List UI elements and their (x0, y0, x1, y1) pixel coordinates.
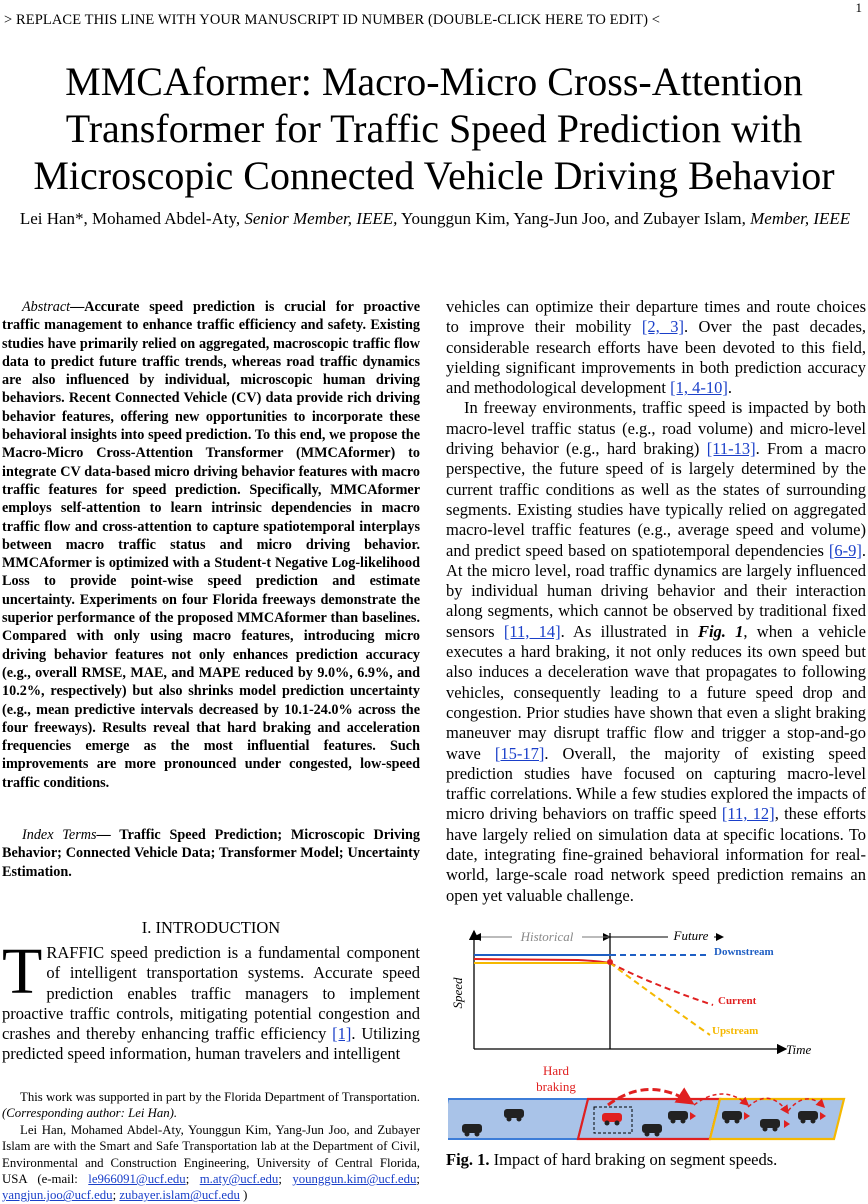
separator: ; (416, 1172, 420, 1187)
paragraph: In freeway environments, traffic speed is impacted by both macro-level traffic status (e.g., road volume) and micro-level driving behavior (e.g., hard braking) [11-13]. From a macro perspective, the future speed of is largely determined by the current traffic conditions as well as the states of surrounding segments. Existing studies have typically relied on aggregated macro-level traffic features (e.g., average speed and volume) and predict speed based on spatiotemporal dependencies [6-9]. At the micro level, road traffic dynamics are largely influenced by individual human driving behavior and their interaction along segments, which cannot be observed by traditional fixed sensors [11, 14]. As illustrated in Fig. 1, when a vehicle executes a hard braking, it not only reduces its own speed but also induces a deceleration wave that propagates to following vehicles, consequently leading to a future speed drop and congestion. Prior studies have shown that even a slight braking maneuver may disrupt traffic flow and trigger a stop-and-go wave [15-17]. Overall, the majority of existing speed prediction studies have focused on capturing macro-level traffic correlations. While a few studies explored the impacts of micro driving behaviors on traffic speed [11, 12], these efforts have largely relied on simulation data at specific locations. To date, integrating fine-grained behavioral information for real-world, large-scale road network speed prediction remains an open yet valuable challenge. (446, 398, 866, 905)
citation-link[interactable]: [1, 4-10] (670, 378, 728, 398)
caption-label: Fig. 1. (446, 1150, 490, 1169)
abstract-text: —Accurate speed prediction is crucial for proactive traffic management to enhance traffic efficiency and safety. Existing studies have primarily relied on aggregated, macroscopic traffic flow data to predict future traffic trends, whereas road traffic dynamics are also influenced by individual, microscopic human driving behaviors. Recent Connected Vehicle (CV) data provide rich driving behavior features, offering new opportunities to incorporate these behavioral insights into speed prediction. To this end, we propose the Macro-Micro Cross-Attention Transformer (MMCAformer) to integrate CV data-based micro driving behavior features with macro traffic features for speed prediction. Specifically, MMCAformer employs self-attention to learn intrinsic dependencies in macro traffic flow and cross-attention to capture spatiotemporal interplays between macro traffic status and micro driving behavior. MMCAformer is optimized with a Student-t Negative Log-likelihood Loss to provide point-wise speed prediction and estimate uncertainty. Experiments on four Florida freeways demonstrate the superior performance of the proposed MMCAformer than baselines. Compared with only using macro features, introducing micro driving behavior features not only enhances prediction accuracy (e.g., overall RMSE, MAE, and MAPE reduced by 9.0%, 6.9%, and 10.2%, respectively) but also shrinks model prediction uncertainty (e.g., mean predictive intervals decreased by 10.1-24.0% across the four freeways). Results reveal that hard braking and acceleration frequencies emerge as the most influential features. Such improvements are more pronounced under congested, low-speed traffic conditions. (2, 299, 420, 791)
citation-link[interactable]: [11-13] (706, 439, 756, 459)
email-link[interactable]: le966091@ucf.edu (88, 1172, 186, 1187)
braking-label: braking (536, 1079, 576, 1094)
author-role: Member, IEEE (750, 209, 851, 228)
index-terms-text: — Traffic Speed Prediction; Microscopic Driving Behavior; Connected Vehicle Data; Transformer Model; Uncertainty Estimation. (2, 827, 420, 880)
citation-link[interactable]: [2, 3] (641, 317, 684, 337)
braking-point (607, 959, 613, 965)
current-future (610, 963, 713, 1005)
intro-paragraph (2, 935, 420, 1065)
footnote-funding: This work was supported in part by the Florida Department of Transportation. (20, 1090, 420, 1104)
citation-link[interactable]: [15-17] (494, 743, 545, 763)
separator: ) (239, 1188, 248, 1203)
upstream-legend: Upstream (712, 1025, 759, 1037)
section-heading: I. INTRODUCTION (141, 918, 281, 937)
email-link[interactable]: younggun.kim@ucf.edu (292, 1172, 417, 1187)
email-link[interactable]: yangjun.joo@ucf.edu (2, 1188, 113, 1203)
title-line: Transformer for Traffic Speed Prediction with (65, 106, 803, 151)
index-terms-label: Index Terms (22, 827, 97, 843)
abstract-label: Abstract (22, 299, 71, 315)
title-line: Microscopic Connected Vehicle Driving Behavior (33, 153, 835, 198)
authors-part: Younggun Kim, Yang-Jun Joo, and Zubayer Islam, (397, 209, 751, 228)
citation-link[interactable]: [11, 12] (721, 804, 775, 824)
intro-text: . Utilizing predicted speed information, human travelers and intelligent (2, 1024, 420, 1064)
downstream-legend: Downstream (714, 946, 774, 958)
caption-text: Impact of hard braking on segment speeds. (489, 1150, 778, 1169)
intro-text: RAFFIC speed prediction is a fundamental component of intelligent transportation systems. Accurate speed prediction enables traffic managers to implement proactive traffic controls, mitigating potential congestion and crashes and thereby enhancing traffic efficiency (2, 943, 420, 1044)
authors-part: Lei Han*, Mohamed Abdel-Aty, (19, 209, 245, 228)
figure-reference[interactable]: Fig. 1 (697, 621, 744, 641)
current-legend: Current (718, 995, 757, 1007)
right-column-text (446, 297, 866, 906)
running-head: > REPLACE THIS LINE WITH YOUR MANUSCRIPT ID NUMBER (DOUBLE-CLICK HERE TO EDIT) < (4, 12, 661, 28)
figure-1-svg (448, 925, 866, 1147)
email-link[interactable]: zubayer.islam@ucf.edu (119, 1188, 240, 1203)
footnote-affiliation: Lei Han, Mohamed Abdel-Aty, Younggun Kim, Yang-Jun Joo, and Zubayer Islam are with the Smart and Safe Transportation lab at the Department of Civil, Environmental and Construction Engineering, University of Central Florida, USA (e-mail: (2, 1122, 420, 1187)
future-label: Future (673, 928, 709, 943)
citation-link[interactable]: [6-9] (828, 540, 862, 560)
footnote-corresponding: (Corresponding author: Lei Han). (2, 1106, 178, 1121)
citation-link[interactable]: [11, 14] (503, 621, 561, 641)
abstract (2, 298, 420, 792)
figure-caption (446, 1150, 777, 1170)
separator: ; (112, 1188, 120, 1203)
email-link[interactable]: m.aty@ucf.edu (199, 1172, 279, 1187)
footnote (2, 1089, 420, 1204)
separator: ; (278, 1172, 293, 1187)
time-axis-label: Time (786, 1042, 812, 1057)
figure-1 (448, 925, 866, 1147)
author-role: Senior Member, IEEE, (244, 209, 398, 228)
index-terms (2, 826, 420, 881)
author-list (10, 208, 860, 230)
citation-link[interactable]: [1] (332, 1024, 352, 1044)
hard-label: Hard (543, 1063, 569, 1078)
title-line: MMCAformer: Macro-Micro Cross-Attention (65, 59, 803, 104)
paragraph: vehicles can optimize their departure times and route choices to improve their mobility [2, 3]. Over the past decades, considerable research efforts have been devoted to this field, yielding significant improvements in both prediction accuracy and methodological development [1, 4-10]. (446, 297, 867, 398)
separator: ; (185, 1172, 200, 1187)
drop-cap: T (2, 935, 43, 1008)
paper-title (0, 58, 868, 199)
page-number: 1 (855, 0, 862, 15)
historical-label: Historical (520, 929, 574, 944)
speed-axis-label: Speed (450, 977, 465, 1009)
